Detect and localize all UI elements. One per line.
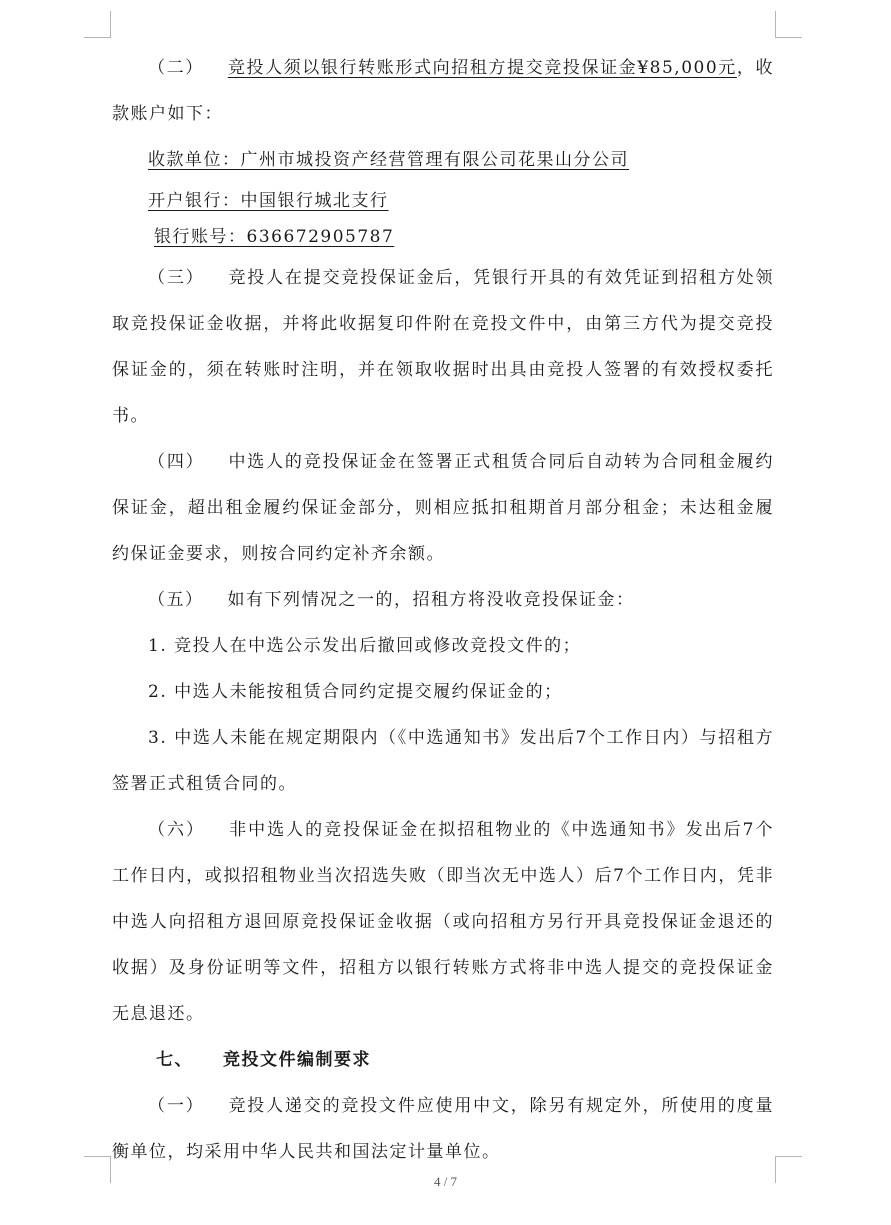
paragraph-number: （一） [148, 1096, 205, 1116]
paragraph-4 [112, 439, 774, 577]
paragraph-number: （二） [148, 58, 204, 78]
list-item: 1. 竞投人在中选公示发出后撤回或修改竞投文件的； [148, 636, 582, 656]
page-number: 4 / 7 [433, 1174, 458, 1189]
account-bank-line [112, 183, 774, 219]
account-bank: 开户银行：中国银行城北支行 [148, 191, 389, 211]
account-number: 银行账号：636672905787 [154, 227, 395, 247]
paragraph-text: 如有下列情况之一的，招租方将没收竞投保证金： [227, 590, 635, 610]
paragraph-5 [112, 577, 774, 623]
paragraph-2 [112, 45, 774, 137]
deposit-amount-text: 竞投人须以银行转账形式向招租方提交竞投保证金¥85,000元 [227, 58, 737, 78]
account-unit-line [112, 137, 774, 183]
page-corner-mark-top-right [775, 11, 802, 38]
paragraph-3 [112, 255, 774, 439]
section-number: 七、 [156, 1050, 193, 1070]
list-item: 2. 中选人未能按租赁合同约定提交履约保证金的； [148, 682, 563, 702]
paragraph-number: （四） [148, 452, 205, 472]
account-unit: 收款单位：广州市城投资产经营管理有限公司花果山分公司 [148, 150, 629, 170]
paragraph-number: （三） [148, 268, 205, 288]
page-corner-mark-top-left [84, 11, 111, 38]
list-item: 3. 中选人未能在规定期限内（《中选通知书》发出后7个工作日内）与招租方签署正式租赁合同的。 [112, 728, 774, 794]
document-body [112, 48, 774, 1175]
paragraph-text: 中选人的竞投保证金在签署正式租赁合同后自动转为合同租金履约保证金，超出租金履约保证金部分，则相应抵扣租期首月部分租金；未达租金履约保证金要求，则按合同约定补齐余额。 [112, 452, 774, 564]
paragraph-text: 非中选人的竞投保证金在拟招租物业的《中选通知书》发出后7个工作日内，或拟招租物业当次招选失败（即当次无中选人）后7个工作日内，凭非中选人向招租方退回原竞投保证金收据（或向招租方另行开具竞投保证金退还的收据）及身份证明等文件，招租方以银行转账方式将非中选人提交的竞投保证金无息退还。 [112, 820, 774, 1024]
section-heading [112, 1037, 774, 1083]
paragraph-text: ，收款账户如下： [112, 58, 774, 124]
paragraph-text: 竞投人在提交竞投保证金后，凭银行开具的有效凭证到招租方处领取竞投保证金收据，并将此收据复印件附在竞投文件中，由第三方代为提交竞投保证金的，须在转账时注明，并在领取收据时出具由竞投人签署的有效授权委托书。 [112, 268, 774, 426]
section-title: 竞投文件编制要求 [223, 1050, 371, 1070]
paragraph-number: （六） [148, 820, 206, 840]
paragraph-number: （五） [148, 590, 204, 610]
paragraph-text: 竞投人递交的竞投文件应使用中文，除另有规定外，所使用的度量衡单位，均采用中华人民共和国法定计量单位。 [112, 1096, 774, 1162]
paragraph-6 [112, 807, 774, 1037]
paragraph-7-1 [112, 1083, 774, 1175]
account-number-line [112, 219, 774, 255]
